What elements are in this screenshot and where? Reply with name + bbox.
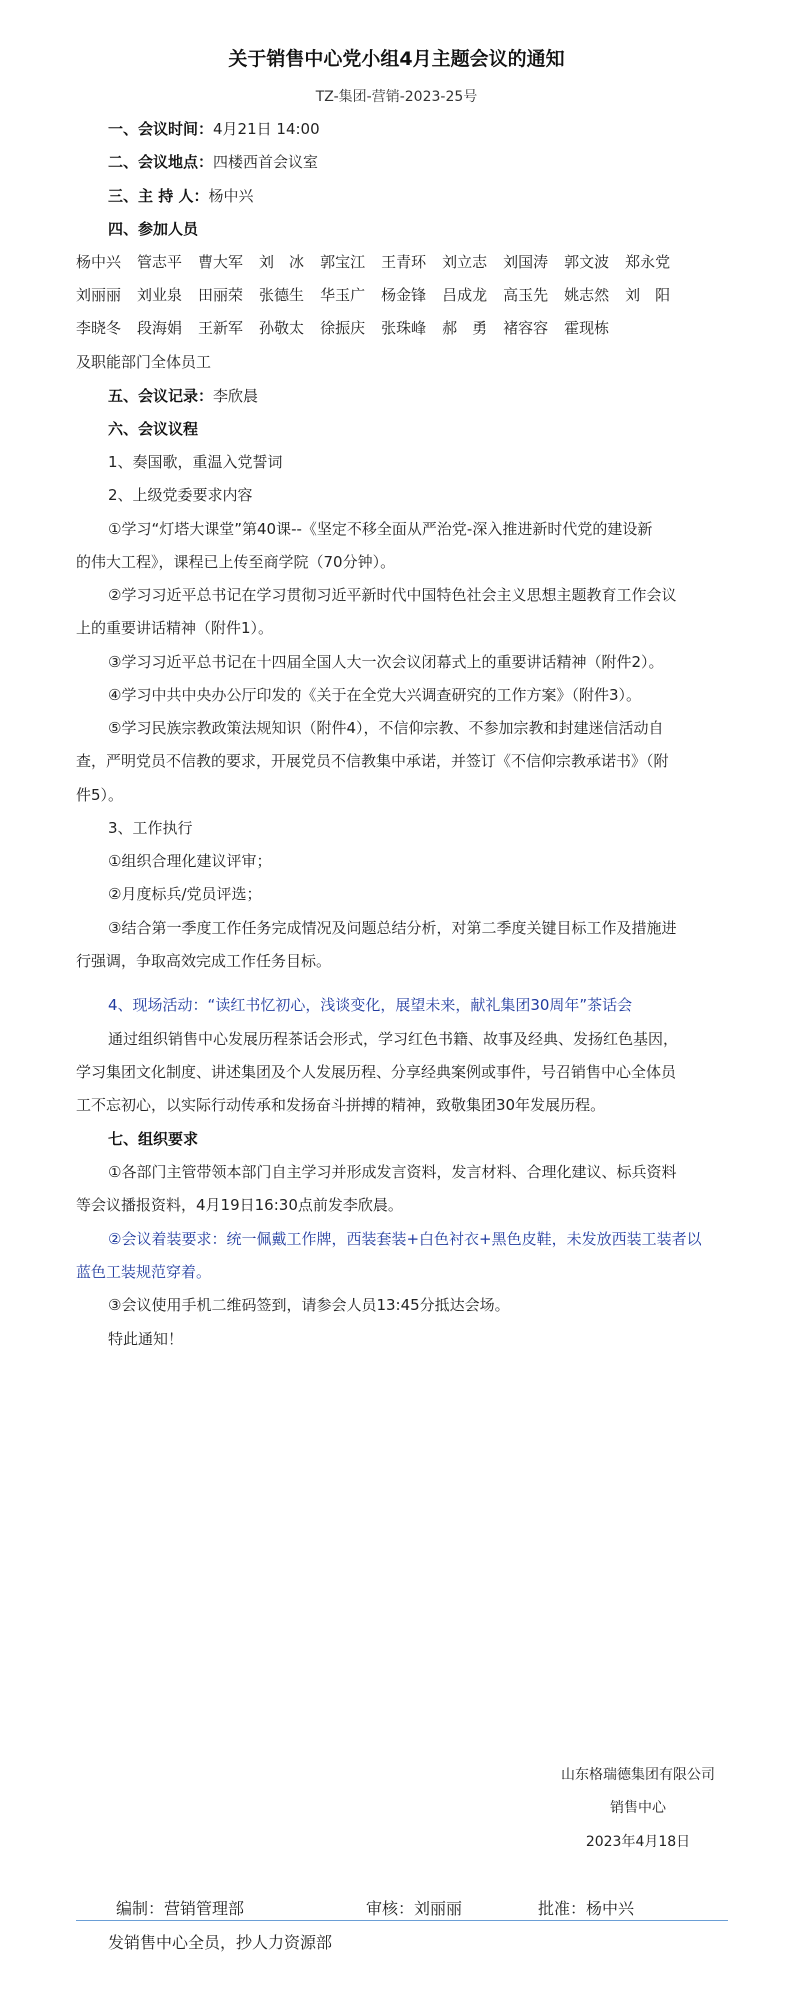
issue-date: 2023年4月18日 [585, 1834, 691, 1850]
participant-name: 霍现栋 [564, 319, 610, 337]
participant-name: 刘 冰 [259, 253, 305, 271]
participant-name: 刘 阳 [625, 286, 671, 304]
prepared-value: 营销管理部 [164, 1899, 245, 1918]
document-number: TZ-集团-营销-2023-25号 [315, 89, 478, 105]
participant-name: 刘立志 [442, 253, 488, 271]
study-item-5-line-3: 件5）。 [76, 786, 124, 804]
reviewed-value: 刘丽丽 [414, 1899, 463, 1918]
participant-name: 杨中兴 [76, 253, 122, 271]
agenda-item-1: 1、奏国歌，重温入党誓词 [108, 453, 283, 471]
participant-name: 郭文波 [564, 253, 610, 271]
participants-extra: 及职能部门全体员工 [76, 353, 212, 371]
participant-name: 刘国涛 [503, 253, 549, 271]
reviewed-by [366, 1896, 462, 1919]
exec-item-1: ①组织合理化建议评审； [108, 852, 272, 870]
participants-row-2 [76, 284, 686, 305]
approved-value: 杨中兴 [586, 1899, 635, 1918]
participant-name: 褚容容 [503, 319, 549, 337]
participant-name: 杨金锋 [381, 286, 427, 304]
participant-name: 吕成龙 [442, 286, 488, 304]
footer-divider [76, 1920, 728, 1921]
org-item-1-line-1: ①各部门主管带领本部门自主学习并形成发言资料，发言材料、合理化建议、标兵资料 [108, 1163, 677, 1181]
participant-name: 张德生 [259, 286, 305, 304]
study-item-1-line-2: 的伟大工程》，课程已上传至商学院（70分钟）。 [76, 553, 396, 571]
agenda-item-3: 3、工作执行 [108, 819, 193, 837]
agenda-heading: 六、会议议程 [108, 420, 199, 438]
participant-name: 刘丽丽 [76, 286, 122, 304]
participant-name: 刘业泉 [137, 286, 183, 304]
host-value: 杨中兴 [208, 187, 254, 205]
issuer-department: 销售中心 [610, 1800, 666, 1816]
participant-name: 管志平 [137, 253, 183, 271]
exec-item-3-line-2: 行强调，争取高效完成工作任务目标。 [76, 952, 332, 970]
reviewed-label: 审核： [366, 1899, 415, 1918]
study-item-3: ③学习习近平总书记在十四届全国人大一次会议闭幕式上的重要讲话精神（附件2）。 [108, 653, 664, 671]
study-item-5-line-2: 查，严明党员不信教的要求，开展党员不信教集中承诺，并签订《不信仰宗教承诺书》（附 [76, 752, 669, 770]
study-item-4: ④学习中共中央办公厅印发的《关于在全党大兴调查研究的工作方案》（附件3）。 [108, 686, 641, 704]
participant-name: 姚志然 [564, 286, 610, 304]
study-item-5-line-1: ⑤学习民族宗教政策法规知识（附件4），不信仰宗教、不参加宗教和封建迷信活动自 [108, 719, 664, 737]
participant-name: 李晓冬 [76, 319, 122, 337]
participant-name: 孙敬太 [259, 319, 305, 337]
meeting-place-value: 四楼西首会议室 [213, 153, 319, 171]
exec-item-2: ②月度标兵/党员评选； [108, 885, 262, 903]
org-requirements-heading: 七、组织要求 [108, 1130, 199, 1148]
participant-name: 段海娟 [137, 319, 183, 337]
record-line [108, 385, 758, 406]
document-title: 关于销售中心党小组4月主题会议的通知 [228, 48, 565, 70]
meeting-time-label: 一、会议时间： [108, 120, 214, 138]
meeting-place-line [108, 151, 758, 172]
participants-heading: 四、参加人员 [108, 220, 199, 238]
activity-desc-line-3: 工不忘初心，以实际行动传承和发扬奋斗拼搏的精神，致敬集团30年发展历程。 [76, 1096, 606, 1114]
org-item-3: ③会议使用手机二维码签到，请参会人员13:45分抵达会场。 [108, 1296, 510, 1314]
closing-text: 特此通知！ [108, 1330, 184, 1348]
org-item-2-line-1: ②会议着装要求：统一佩戴工作牌，西装套装+白色衬衣+黑色皮鞋，未发放西装工装者以 [108, 1230, 702, 1248]
study-item-1-line-1: ①学习“灯塔大课堂”第40课--《坚定不移全面从严治党-深入推进新时代党的建设新 [108, 520, 653, 538]
participant-name: 田丽荣 [198, 286, 244, 304]
host-line [108, 185, 758, 206]
agenda-item-4-activity: 4、现场活动：“读红书忆初心，浅谈变化，展望未来，献礼集团30周年”茶话会 [108, 996, 633, 1014]
agenda-item-2: 2、上级党委要求内容 [108, 486, 253, 504]
participant-name: 郭宝江 [320, 253, 366, 271]
prepared-by [116, 1896, 244, 1919]
participant-name: 张珠峰 [381, 319, 427, 337]
participant-name: 王新军 [198, 319, 244, 337]
meeting-time-value: 4月21日 14:00 [213, 120, 320, 138]
study-item-2-line-2: 上的重要讲话精神（附件1）。 [76, 619, 274, 637]
study-item-2-line-1: ②学习习近平总书记在学习贯彻习近平新时代中国特色社会主义思想主题教育工作会议 [108, 586, 677, 604]
participant-name: 高玉先 [503, 286, 549, 304]
participant-name: 华玉广 [320, 286, 366, 304]
exec-item-3-line-1: ③结合第一季度工作任务完成情况及问题总结分析，对第二季度关键目标工作及措施进 [108, 919, 677, 937]
participant-name: 曹大军 [198, 253, 244, 271]
org-item-2-line-2: 蓝色工装规范穿着。 [76, 1263, 212, 1281]
meeting-time-line [108, 118, 758, 139]
approved-by [538, 1896, 634, 1919]
activity-desc-line-1: 通过组织销售中心发展历程茶话会形式，学习红色书籍、故事及经典、发扬红色基因， [108, 1030, 679, 1048]
participant-name: 郝 勇 [442, 319, 488, 337]
org-item-1-line-2: 等会议播报资料，4月19日16:30点前发李欣晨。 [76, 1196, 403, 1214]
participant-name: 徐振庆 [320, 319, 366, 337]
activity-desc-line-2: 学习集团文化制度、讲述集团及个人发展历程、分享经典案例或事件，号召销售中心全体员 [76, 1063, 677, 1081]
issuer-company: 山东格瑞德集团有限公司 [561, 1767, 715, 1783]
participants-row-3 [76, 317, 625, 338]
record-value: 李欣晨 [213, 387, 259, 405]
distribution-line: 发销售中心全员，抄人力资源部 [108, 1933, 333, 1952]
participant-name: 王青环 [381, 253, 427, 271]
host-label: 三、主 持 人： [108, 187, 209, 205]
meeting-place-label: 二、会议地点： [108, 153, 214, 171]
approved-label: 批准： [538, 1899, 587, 1918]
participant-name: 郑永党 [625, 253, 671, 271]
record-label: 五、会议记录： [108, 387, 214, 405]
participants-row-1 [76, 251, 686, 272]
prepared-label: 编制： [116, 1899, 165, 1918]
